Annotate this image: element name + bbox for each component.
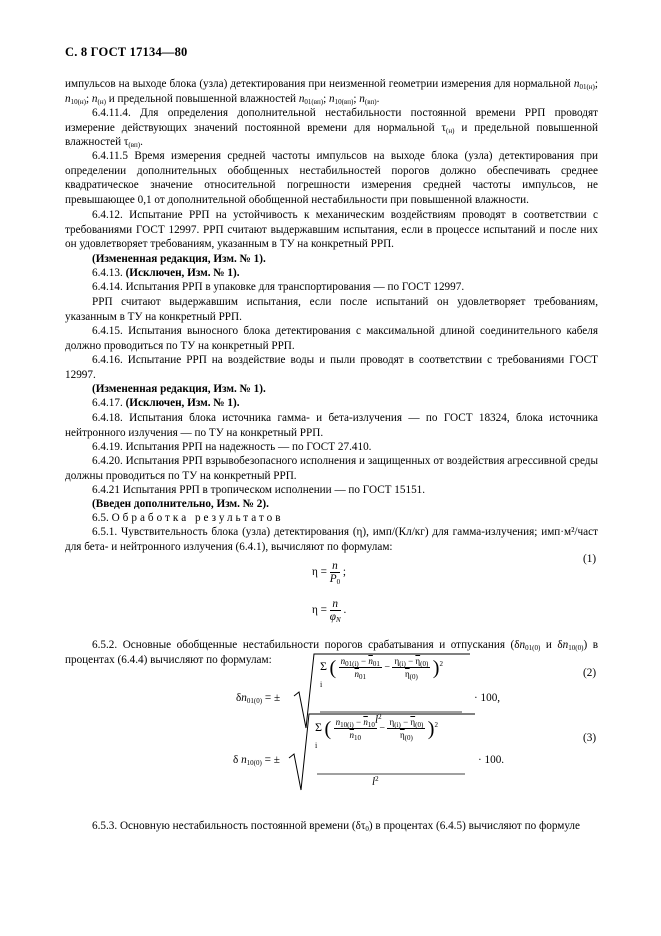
note-added-2: (Введен дополнительно, Изм. № 2). — [92, 498, 269, 510]
paragraph-6-4-11-5: 6.4.11.5 Время измерения средней частоты импульсов на выходе блока (узла) детектирования при определении дополнительных обобщенных нестабильностей порогов должно обеспечивать среднее квадратическое значение относительной погрешности измерения средней частоты импульсов, не превышающее 0,1 от дополнительной обобщенной нестабильности при повышенной влажности. — [65, 150, 598, 206]
paragraph-6-4-12: 6.4.12. Испытание РРП на устойчивость к механическим воздействиям проводят в соответствии с требованиями ГОСТ 12997. РРП считают выдержавшим испытания, если в процессе испытаний и после них он удовлетворяет требованиям, указанным в ТУ на конкретный РРП. — [65, 209, 598, 250]
paragraph-6-4-19: 6.4.19. Испытания РРП на надежность — по ГОСТ 27.410. — [92, 441, 372, 453]
formula-3-denominator: $l^2$ — [372, 775, 379, 788]
formula-2-denominator: $l^2$ — [375, 713, 382, 726]
equation-number-2: (2) — [583, 667, 597, 679]
formula-3-sum-index: i — [315, 741, 318, 750]
formula-3-sum: Σ ( $\frac{n_{10(i)} - \overline{n}_{10}}{\overline{n}_{10}}$ − $\frac{\eta_{(i)} - \overline{\eta}_{(0)}}{\overline{\eta}_{(0)}}$ )$^2$ — [315, 717, 438, 742]
formula-2-factor: · 100, — [474, 692, 501, 704]
equation-number-1: (1) — [583, 553, 597, 565]
paragraph-6-4-18: 6.4.18. Испытания блока источника гамма- и бета-излучения — по ГОСТ 18324, блока источника нейтронного излучения — по ТУ на конкретный РРП. — [65, 412, 598, 439]
paragraph-6-4-16: 6.4.16. Испытание РРП на воздействие воды и пыли проводят в соответствии с требованиями ГОСТ 12997. — [65, 354, 598, 381]
paragraph-6-4-13: 6.4.13. (Исключен, Изм. № 1). — [92, 267, 240, 279]
paragraph-6-5-3: 6.5.3. Основную нестабильность постоянной времени $(\delta\tau_0)$ в процентах (6.4.5) вычисляют по формуле — [92, 820, 580, 833]
paragraph-6-5-1: 6.5.1. Чувствительность блока (узла) детектирования (η), имп/(Кл/кг) для гамма-излучения; имп·м²/част для бета- и нейтронного излучения (6.4.1), вычисляют по формулам: — [65, 526, 598, 553]
paragraph-6-5-2: 6.5.2. Основные обобщенные нестабильности порогов срабатывания и отпускания ($\delta n_{01(0)}$ и $\delta n_{10(0)}$) в процентах (6.4.4) вычисляют по формулам: — [65, 639, 598, 666]
paragraph-6-4-21: 6.4.21 Испытания РРП в тропическом исполнении — по ГОСТ 15151. — [92, 484, 426, 496]
formula-3-factor: · 100. — [478, 754, 505, 766]
note-changed-2: (Измененная редакция, Изм. № 1). — [92, 383, 266, 395]
paragraph-6-4-14: 6.4.14. Испытания РРП в упаковке для транспортирования — по ГОСТ 12997. — [92, 281, 465, 293]
equation-number-3: (3) — [583, 732, 597, 744]
formula-3-lhs: δ $n_{10(0)}$ = ± — [233, 754, 280, 767]
paragraph-6-4-11-4: 6.4.11.4. Для определения дополнительной нестабильности постоянной времени РРП проводят измерение действующих значений постоянной времени для нормальной $\tau_{(н)}$ и предельной повышенной влажностей $\tau_{(вп)}$. — [65, 107, 599, 149]
section-6-5-heading: 6.5. Обработка результатов — [92, 512, 284, 524]
formula-1a: η = $\frac{n}{P_0}$ ; — [312, 560, 347, 586]
formula-2-lhs: $\delta n_{01(0)}$ = ± — [236, 692, 281, 705]
formula-2-sum: Σ ( $\frac{n_{01(i)} - \overline{n}_{01}}{\overline{n}_{01}}$ − $\frac{\eta_{(i)} - \overline{\eta}_{(0)}}{\overline{\eta}_{(0)}}$ )$^2$ — [320, 656, 443, 681]
paragraph-6-4-14-cont: РРП считают выдержавшим испытания, если после испытаний он удовлетворяет требованиям, указанным в ТУ на конкретный РРП. — [65, 296, 598, 323]
paragraph-6-4-11-3-cont: импульсов на выходе блока (узла) детектирования при неизменной геометрии измерения для нормальной $n_{01(н)}$; $n_{10(н)}$; $n_{(н)}$ и предельной повышенной влажностей $n_{01(вп)}$; $n_{10(вп)}$; $n_{(вп)}$. — [65, 78, 598, 106]
paragraph-6-4-17: 6.4.17. (Исключен, Изм. № 1). — [92, 397, 240, 409]
paragraph-6-4-20: 6.4.20. Испытания РРП взрывобезопасного исполнения и защищенных от воздействия агрессивной среды должны проводиться по ТУ на конкретный РРП. — [65, 455, 598, 482]
formula-1b: η = $\frac{n}{\varphi_N}$ . — [312, 598, 347, 624]
formula-2-sum-index: i — [320, 680, 323, 689]
page-header: С. 8 ГОСТ 17134—80 — [65, 45, 188, 59]
note-changed-1: (Измененная редакция, Изм. № 1). — [92, 253, 266, 265]
paragraph-6-4-15: 6.4.15. Испытания выносного блока детектирования с максимальной длиной соединительного кабеля должно проводиться по ТУ на конкретный РРП. — [65, 325, 598, 352]
